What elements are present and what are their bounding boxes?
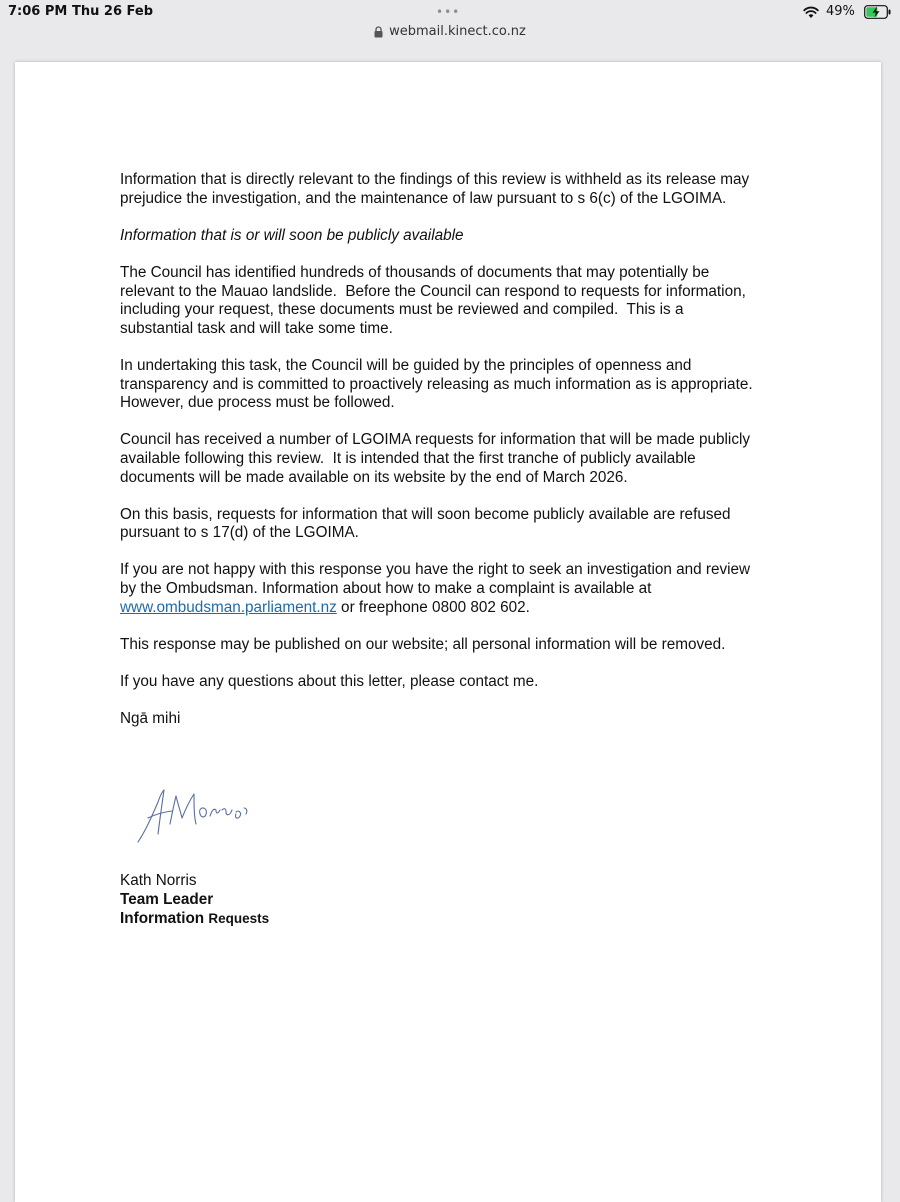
letter-body xyxy=(120,171,760,747)
wifi-icon xyxy=(803,5,819,19)
ombudsman-text-post: or freephone 0800 802 602. xyxy=(336,598,530,616)
lock-icon xyxy=(374,26,383,38)
paragraph-openness: In undertaking this task, the Council will be guided by the principles of openness and transparency and is committed to proactively releasing as much information as is appropriate. However, due process must be followed. xyxy=(120,356,762,412)
section-heading: Information that is or will soon be publicly available xyxy=(120,226,464,244)
status-date: Thu 26 Feb xyxy=(72,4,153,19)
url-text[interactable]: webmail.kinect.co.nz xyxy=(389,24,526,39)
address-bar[interactable] xyxy=(0,22,900,44)
paragraph-documents: The Council has identified hundreds of thousands of documents that may potentially be relevant to the Mauao landslide. Before the Council can respond to requests for information, including your request, these documents must be reviewed and compiled. This is a substantial task and will take some time. xyxy=(120,263,751,337)
signatory-department xyxy=(120,909,269,928)
signatory-title: Team Leader xyxy=(120,891,214,908)
multitask-dots-icon[interactable]: ••• xyxy=(436,5,461,19)
status-time: 7:06 PM xyxy=(8,4,68,19)
signatory-name: Kath Norris xyxy=(120,872,197,889)
paragraph-refusal: On this basis, requests for information that will soon become publicly available are refused pursuant to s 17(d) of the LGOIMA. xyxy=(120,505,735,542)
paragraph-requests: Council has received a number of LGOIMA requests for information that will be made publicly available following this review. It is intended that the first tranche of publicly available documents will be made available on its website by the end of March 2026. xyxy=(120,431,755,486)
paragraph-questions: If you have any questions about this letter, please contact me. xyxy=(120,673,539,691)
department-word-2: Requests xyxy=(208,911,270,926)
paragraph-publication: This response may be published on our website; all personal information will be removed. xyxy=(120,635,726,653)
paragraph-ombudsman xyxy=(120,561,760,617)
ombudsman-link[interactable]: www.ombudsman.parliament.nz xyxy=(120,598,337,616)
department-word-1: Information xyxy=(120,910,205,927)
ombudsman-text-pre: If you are not happy with this response you have the right to seek an investigation and review by the Ombudsman. Information about how to make a complaint is available at xyxy=(120,561,755,598)
closing-text: Ngā mihi xyxy=(120,710,181,728)
status-bar xyxy=(0,0,900,24)
battery-charging-icon xyxy=(864,5,892,19)
battery-percentage: 49% xyxy=(826,4,855,19)
signature-block xyxy=(120,871,269,928)
handwritten-signature xyxy=(134,778,258,850)
paragraph-withheld: Information that is directly relevant to the findings of this review is withheld as its release may prejudice the investigation, and the maintenance of law pursuant to s 6(c) of the LGOIMA. xyxy=(120,171,754,207)
